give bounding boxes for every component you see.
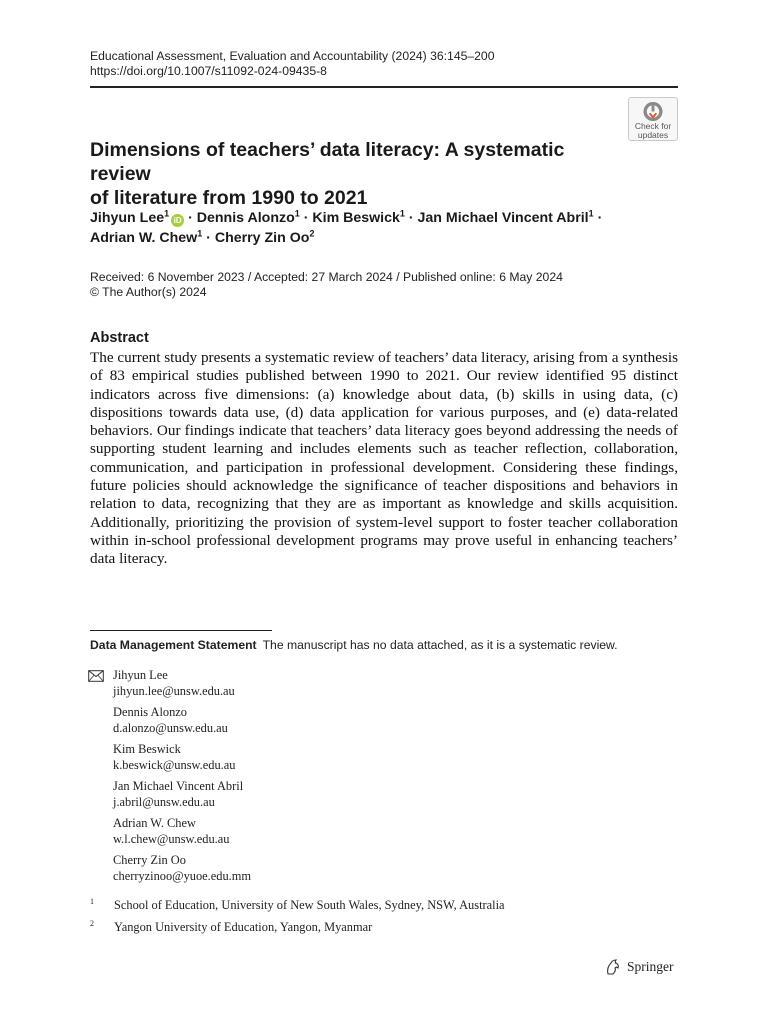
contact-name: Cherry Zin Oo [113,853,186,867]
publisher-name: Springer [627,959,674,974]
title-line-2: of literature from 1990 to 2021 [90,187,368,209]
contact-email[interactable]: jihyun.lee@unsw.edu.au [113,683,235,698]
author-2[interactable]: Dennis Alonzo$^1$ [196,208,300,226]
data-management-label: Data Management Statement [90,638,257,652]
doi-link[interactable]: https://doi.org/10.1007/s11092-024-09435-8 [90,64,327,78]
journal-citation: Educational Assessment, Evaluation and Accountability (2024) 36:145–200 [90,49,495,63]
author-list [90,208,678,248]
badge-label-1: Check for [634,121,672,131]
author-separator: · [593,210,603,226]
contact-name: Jan Michael Vincent Abril [113,779,244,793]
author-separator: · [404,210,418,226]
contact-name: Adrian W. Chew [113,816,196,830]
dates-line: Received: 6 November 2023 / Accepted: 27 March 2024 / Published online: 6 May 2024 [90,270,563,284]
contact-email[interactable]: k.beswick@unsw.edu.au [113,757,236,772]
author-separator: · [299,210,313,226]
author-4[interactable]: Jan Michael Vincent Abril$^1$ [417,208,594,226]
data-management-statement [90,638,618,653]
contact-email[interactable]: j.abril@unsw.edu.au [113,794,215,809]
affiliation-text: Yangon University of Education, Yangon, Myanmar [114,920,373,934]
affiliation-text: School of Education, University of New South Wales, Sydney, NSW, Australia [114,898,505,912]
journal-header [90,49,495,79]
orcid-icon[interactable]: iD [171,214,184,227]
contact-item [113,705,513,736]
springer-horse-icon [604,958,622,976]
copyright-line: © The Author(s) 2024 [90,285,207,299]
footnote-rule [90,630,272,631]
affiliation-number: 2 [90,919,94,928]
title-line-1: Dimensions of teachers’ data literacy: A systematic review [90,139,565,185]
author-separator: · [202,230,215,246]
badge-label-2: updates [637,130,669,140]
publication-dates [90,270,563,300]
contact-email[interactable]: cherryzinoo@yuoe.edu.mm [113,868,252,883]
contact-name: Dennis Alonzo [113,705,187,719]
contact-name: Jihyun Lee [113,668,168,682]
contact-item [113,853,513,884]
envelope-icon[interactable] [88,670,104,682]
check-for-updates-badge[interactable] [628,97,678,141]
author-5[interactable]: Adrian W. Chew$^1$ [90,228,203,246]
affiliation-number: 1 [90,897,94,906]
contact-email[interactable]: w.l.chew@unsw.edu.au [113,831,230,846]
data-management-text: The manuscript has no data attached, as it is a systematic review. [262,638,618,652]
contact-list [113,668,513,890]
contact-item [113,816,513,847]
paper-title [90,138,630,210]
author-6[interactable]: Cherry Zin Oo$^2$ [214,228,315,246]
author-1[interactable]: Jihyun Lee$^1$ [90,208,170,226]
check-for-updates-icon [642,101,664,122]
abstract-text: The current study presents a systematic review of teachers’ data literacy, arising from a synthesis of 83 empirical studies published between 1990 to 2021. Our review identified 95 distinct indicators across five dimensions: (a) knowledge about data, (b) skills in using data, (c) dispositions towards data use, (d) data application for various purposes, and (e) data-related behaviors. Our findings indicate that teachers’ data literacy goes beyond addressing the needs of supporting student learning and includes elements such as teacher reflection, collaboration, communication, and participation in professional development. Considering these findings, future policies should acknowledge the significance of teacher dispositions and behaviors in relation to data, recognizing that they are as important as knowledge and skills acquisition. Additionally, prioritizing the provision of system-level support to foster teacher collaboration within in-school professional development programs may prove useful in enhancing teachers’ data literacy. [90,349,678,568]
contact-email[interactable]: d.alonzo@unsw.edu.au [113,720,228,735]
contact-item [113,779,513,810]
contact-item [113,742,513,773]
header-rule [90,86,678,88]
author-separator: · [184,210,197,226]
author-3[interactable]: Kim Beswick$^1$ [312,208,405,226]
publisher-logo[interactable] [604,958,674,976]
abstract-heading: Abstract [90,330,149,346]
contact-item [113,668,513,699]
contact-name: Kim Beswick [113,742,181,756]
